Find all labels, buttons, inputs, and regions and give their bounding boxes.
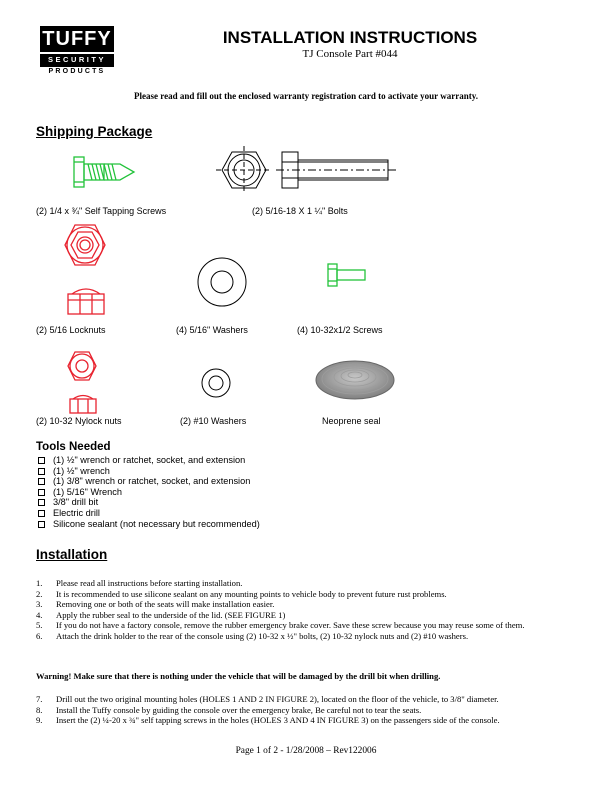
tool-item: Electric drill bbox=[38, 508, 260, 519]
checkbox-icon bbox=[38, 489, 45, 496]
caption-locknuts: (2) 5/16 Locknuts bbox=[36, 325, 106, 335]
tool-item: 3/8" drill bit bbox=[38, 497, 260, 508]
tool-item: (1) 5/16" Wrench bbox=[38, 487, 260, 498]
nylock-nut-icon bbox=[68, 393, 98, 415]
step-item: 3. Removing one or both of the seats will make installation easier. bbox=[36, 599, 275, 610]
self-tapping-screw-icon bbox=[70, 152, 150, 192]
tools-heading: Tools Needed bbox=[36, 441, 111, 453]
step-item: 9. Insert the (2) ¼-20 x ¾" self tapping screws in the holes (HOLES 3 AND 4 IN FIGURE 3) on the passengers side of the console. bbox=[36, 715, 500, 726]
tools-list bbox=[38, 455, 260, 529]
step-item: 6. Attach the drink holder to the rear of the console using (2) 10-32 x ½" bolts, (2) 10-32 nylock nuts and (2) #10 washers. bbox=[36, 630, 469, 641]
warranty-notice: Please read and fill out the enclosed warranty registration card to activate your warranty. bbox=[134, 91, 478, 101]
tool-item: Silicone sealant (not necessary but recommended) bbox=[38, 519, 260, 530]
locknut-icon bbox=[66, 286, 106, 316]
shipping-heading: Shipping Package bbox=[36, 124, 153, 139]
installation-steps-a bbox=[36, 578, 584, 642]
drilling-warning: Warning! Make sure that there is nothing under the vehicle that will be damaged by the drill bit when drilling. bbox=[36, 671, 441, 681]
screw-icon bbox=[326, 262, 370, 288]
caption-bolts: (2) 5/16-18 X 1 ¼" Bolts bbox=[252, 206, 348, 216]
installation-heading: Installation bbox=[36, 547, 108, 562]
washer-icon bbox=[192, 252, 252, 312]
tool-item: (1) ½" wrench bbox=[38, 466, 260, 477]
tuffy-logo bbox=[40, 26, 114, 84]
bolt-icon bbox=[276, 148, 396, 192]
caption-small-washers: (2) #10 Washers bbox=[180, 416, 247, 426]
step-item: 8. Install the Tuffy console by guiding the console over the emergency brake, Be careful not to tear the seats. bbox=[36, 704, 422, 715]
page-title: INSTALLATION INSTRUCTIONS bbox=[222, 28, 478, 47]
step-item: 1. Please read all instructions before starting installation. bbox=[36, 578, 243, 588]
page-footer: Page 1 of 2 - 1/28/2008 – Rev122006 bbox=[235, 746, 377, 756]
checkbox-icon bbox=[38, 468, 45, 475]
nylock-nut-top-icon bbox=[66, 350, 98, 382]
checkbox-icon bbox=[38, 457, 45, 464]
bolt-head-end-view-icon bbox=[216, 146, 272, 194]
step-item: 2. It is recommended to use silicone sealant on any mounting points to vehicle body to prevent future rust problems. bbox=[36, 588, 447, 599]
installation-steps-b bbox=[36, 694, 584, 726]
logo-line1: SECURITY bbox=[40, 54, 114, 65]
checkbox-icon bbox=[38, 510, 45, 517]
caption-screws: (4) 10-32x1/2 Screws bbox=[297, 325, 383, 335]
logo-brand: TUFFY bbox=[40, 26, 114, 52]
caption-neoprene-seal: Neoprene seal bbox=[322, 416, 381, 426]
tool-item: (1) 3/8" wrench or ratchet, socket, and extension bbox=[38, 476, 260, 487]
step-item: 4. Apply the rubber seal to the underside of the lid. (SEE FIGURE 1) bbox=[36, 609, 286, 620]
checkbox-icon bbox=[38, 499, 45, 506]
neoprene-seal-icon bbox=[314, 356, 396, 402]
page-subtitle: TJ Console Part #044 bbox=[302, 48, 398, 60]
step-item: 5. If you do not have a factory console, remove the rubber emergency brake cover. Save these screw because you may reuse some of them. bbox=[36, 620, 525, 631]
checkbox-icon bbox=[38, 521, 45, 528]
locknut-top-icon bbox=[62, 222, 108, 268]
caption-nylock-nuts: (2) 10-32 Nylock nuts bbox=[36, 416, 122, 426]
checkbox-icon bbox=[38, 478, 45, 485]
caption-self-tapping-screws: (2) 1/4 x ¾" Self Tapping Screws bbox=[36, 206, 167, 216]
step-item: 7. Drill out the two original mounting holes (HOLES 1 AND 2 IN FIGURE 2), located on the floor of the vehicle, to 3/8" diameter. bbox=[36, 694, 499, 704]
caption-washers: (4) 5/16" Washers bbox=[176, 325, 248, 335]
small-washer-icon bbox=[198, 365, 234, 401]
tool-item: (1) ½" wrench or ratchet, socket, and extension bbox=[38, 455, 260, 466]
logo-line2: PRODUCTS bbox=[40, 65, 114, 77]
